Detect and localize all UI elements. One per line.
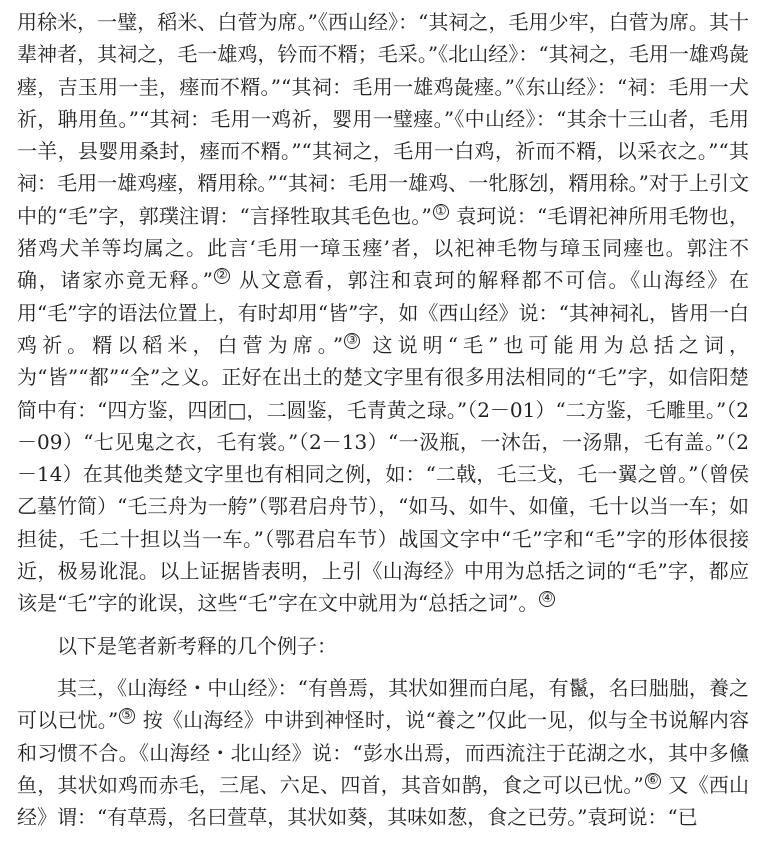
paragraph-1 — [17, 6, 749, 620]
footnote-marker[interactable]: ③ — [344, 333, 360, 349]
footnote-marker[interactable]: ① — [433, 204, 449, 220]
text-segment: 用稌米，一璧，稻米、白菅为席。”《西山经》：“其祠之，毛用少牢，白菅为席。其十辈神者，其祠之，毛一雄鸡，钤而不糈；毛采。”《北山经》：“其祠之，毛用一雄鸡彘瘗，吉玉用一圭，瘗而不糈。”“其祠：毛用一雄鸡彘瘗。”《东山经》：“祠：毛用一犬祈，聃用鱼。”“其祠：毛用一鸡祈，婴用一璧瘗。”《中山经》：“其余十三山者，毛用一羊，县婴用桑封，瘗而不糈。”“其祠之，毛用一白鸡，祈而不糈，以采衣之。”“其祠：毛用一雄鸡瘗，糈用稌。”“其祠：毛用一雄鸡、一牝豚刉，糈用稌。”对于上引文中的“毛”字，郭璞注谓：“言择牲取其毛色也。” — [17, 10, 749, 228]
text-segment: 又《西山经》谓：“有草焉，名曰萱草，其状如葵，其味如葱，食之已劳。”袁珂说：“已 — [17, 772, 750, 830]
text-segment: 袁珂说：“毛谓祀神所用毛物也，猪鸡犬羊等均属之。此言‘毛用一璋玉瘗’者，以祀神毛物与璋玉同瘗也。郭注不确，诸家亦竟无释。” — [17, 203, 749, 293]
footnote-marker[interactable]: ⑥ — [645, 773, 661, 789]
document-page — [17, 6, 749, 833]
paragraph-3 — [17, 672, 749, 833]
paragraph-2 — [17, 630, 749, 662]
text-segment: 以下是笔者新考释的几个例子： — [57, 633, 337, 658]
text-segment: 从文意看，郭注和袁珂的解释都不可信。《山海经》在用“毛”字的语法位置上，有时却用“皆”字，如《西山经》说：“其神祠礼，皆用一白鸡祈。糈以稻米，白菅为席。” — [17, 268, 749, 357]
text-segment: 这说明“毛”也可能用为总括之词，为“皆”“都”“全”之义。正好在出土的楚文字里有很多用法相同的“乇”字，如信阳楚简中有：“四方鉴，四团□，二圆鉴，乇青黄之琭。”（2－01）“二方鉴，乇雕里。”（2－09）“七见鬼之衣，乇有裳。”（2－13）“一汲瓶，一沐缶，一汤鼎，乇有盖。”（2－14）在其他类楚文字里也有相同之例，如：“二戟，乇三戈，乇一翼之曾。”（曾侯乙墓竹简）“乇三舟为一舿”（鄂君启舟节），“如马、如牛、如僮，乇十以当一车；如担徒，乇二十担以当一车。”（鄂君启车节）战国文字中“乇”字和“毛”字的形体很接近，极易讹混。以上证据皆表明，上引《山海经》中用为总括之词的“毛”字，都应该是“乇”字的讹误，这些“乇”字在文中就用为“总括之词”。 — [17, 332, 749, 616]
text-segment: 按《山海经》中讲到神怪时，说“養之”仅此一见，似与全书说解内容和习惯不合。《山海经・北山经》说：“彭水出焉，而西流注于芘湖之水，其中多儵鱼，其状如鸡而赤毛，三尾、六足、四首，其音如鹊，食之可以已忧。” — [17, 708, 749, 797]
footnote-marker[interactable]: ④ — [539, 591, 555, 607]
text-segment: 其三，《山海经・中山经》：“有兽焉，其状如狸而白尾，有鬣，名曰朏朏，養之可以已忧。” — [17, 675, 749, 733]
footnote-marker[interactable]: ⑤ — [119, 708, 135, 724]
footnote-marker[interactable]: ② — [214, 268, 230, 284]
